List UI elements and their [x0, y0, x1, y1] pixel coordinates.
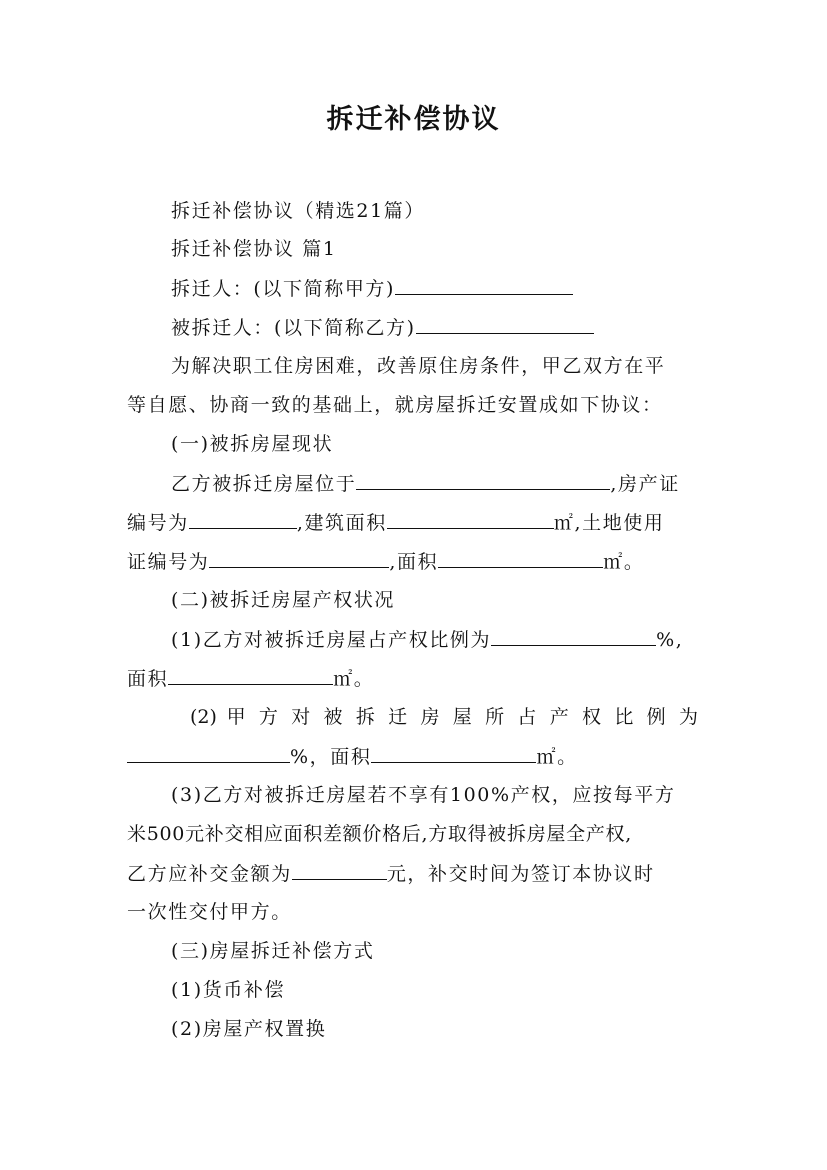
- paragraph-line: (3)乙方对被拆迁房屋若不享有100%产权，应按每平方: [171, 784, 676, 806]
- paragraph-line: 米500元补交相应面积差额价格后,方取得被拆房屋全产权,: [127, 823, 632, 845]
- paragraph-line: (2)房屋产权置换: [171, 1018, 327, 1040]
- section-heading: (二)被拆迁房屋产权状况: [171, 589, 396, 611]
- blank-field: [395, 275, 573, 295]
- blank-field: [209, 548, 389, 568]
- blank-field: [292, 860, 387, 880]
- blank-field: [356, 470, 610, 490]
- paragraph-line: [127, 665, 704, 692]
- paragraph-line: 拆迁补偿协议（精选21篇）: [171, 200, 425, 222]
- paragraph-line: (1)货币补偿: [171, 979, 286, 1001]
- paragraph-line: [171, 626, 704, 653]
- paragraph-line: 等自愿、协商一致的基础上，就房屋拆迁安置成如下协议：: [127, 394, 663, 416]
- line-text: ㎡,土地使用: [553, 512, 665, 534]
- line-text: ㎡。: [603, 551, 645, 573]
- section-heading: (一)被拆房屋现状: [171, 433, 334, 455]
- line-text: ㎡。: [333, 668, 375, 690]
- line-text: (1)乙方对被拆迁房屋占产权比例为: [171, 629, 492, 651]
- paragraph-line: [127, 548, 704, 575]
- line-text: %，面积: [290, 746, 372, 768]
- paragraph-line: 拆迁补偿协议 篇1: [171, 238, 337, 260]
- blank-field: [127, 743, 290, 763]
- blank-field: [371, 743, 536, 763]
- line-text: 编号为: [127, 512, 189, 534]
- paragraph-line: (2) 甲 方 对 被 拆 迁 房 屋 所 占 产 权 比 例 为: [190, 706, 698, 728]
- paragraph-line: [171, 275, 704, 302]
- section-heading: (三)房屋拆迁补偿方式: [171, 940, 375, 962]
- blank-field: [189, 509, 297, 529]
- paragraph-line: [171, 470, 704, 497]
- paragraph-line: [171, 314, 704, 341]
- paragraph-line: 一次性交付甲方。: [127, 901, 292, 923]
- blank-field: [168, 665, 333, 685]
- blank-field: [387, 509, 554, 529]
- blank-field: [438, 548, 603, 568]
- blank-field: [416, 314, 594, 334]
- paragraph-line: 为解决职工住房困难，改善原住房条件，甲乙双方在平: [171, 355, 666, 377]
- paragraph-line: [127, 860, 704, 887]
- document-title: 拆迁补偿协议: [326, 104, 501, 135]
- paragraph-line: [127, 743, 704, 770]
- blank-field: [491, 626, 656, 646]
- line-text: ㎡。: [536, 746, 578, 768]
- line-text: ,面积: [389, 551, 439, 573]
- line-text: 被拆迁人：(以下简称乙方): [171, 317, 416, 339]
- paragraph-line: [127, 509, 704, 536]
- line-text: 元，补交时间为签订本协议时: [386, 863, 655, 885]
- line-text: 面积: [127, 668, 169, 690]
- line-text: 乙方被拆迁房屋位于: [171, 473, 357, 495]
- line-text: ,房产证: [610, 473, 680, 495]
- line-text: 拆迁人：(以下简称甲方): [171, 278, 396, 300]
- line-text: 乙方应补交金额为: [127, 863, 292, 885]
- line-text: ,建筑面积: [296, 512, 387, 534]
- line-text: 证编号为: [127, 551, 210, 573]
- line-text: %,: [656, 629, 684, 651]
